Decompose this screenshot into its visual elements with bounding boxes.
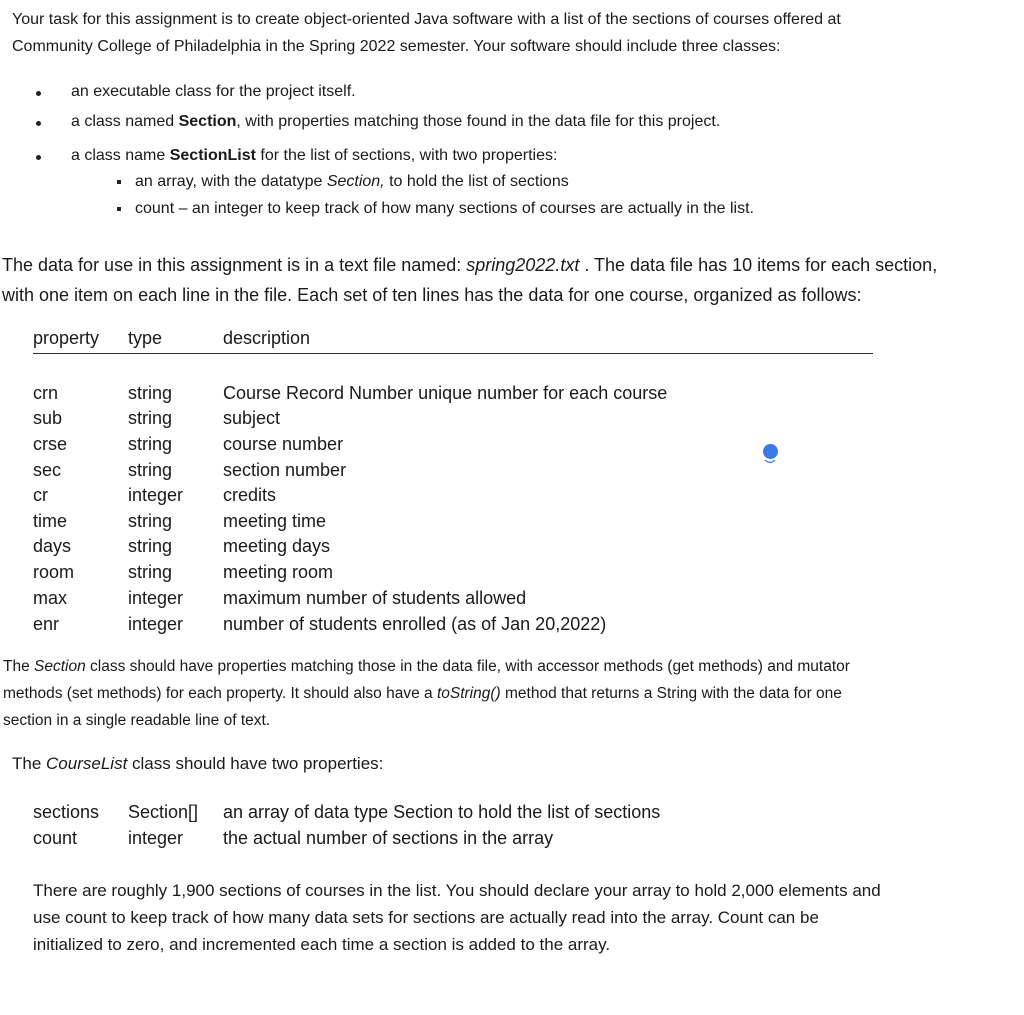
microphone-icon[interactable] (763, 444, 778, 459)
intro-line-2: Community College of Philadelphia in the Spring 2022 semester. Your software should include three classes: (12, 38, 781, 55)
final-para-line-3: initialized to zero, and incremented each time a section is added to the array. (33, 935, 611, 954)
bullet-dot (36, 155, 41, 160)
table-header-description: description (223, 328, 311, 348)
final-para-line-1: There are roughly 1,900 sections of courses in the list. You should declare your array to hold 2,000 elements and (33, 881, 881, 900)
data-para-line-1: The data for use in this assignment is in a text file named: spring2022.txt . The data file has 10 items for each section, (2, 255, 938, 275)
bullet-item-1: an executable class for the project itself. (71, 83, 356, 100)
section-para-line-3: section in a single readable line of text. (3, 712, 271, 729)
table-header-property: property (33, 328, 100, 348)
sub-bullet-square (117, 180, 121, 184)
intro-line-1: Your task for this assignment is to create object-oriented Java software with a list of the sections of courses offered at (12, 11, 841, 28)
array-size-paragraph (33, 877, 881, 958)
bullet-item-3: a class name SectionList for the list of sections, with two properties: (71, 147, 558, 164)
sub-bullet-item-2: count – an integer to keep track of how many sections of courses are actually in the list. (135, 200, 754, 217)
sub-bullet-item-1: an array, with the datatype Section, to hold the list of sections (135, 173, 569, 190)
sub-bullet-square (117, 207, 121, 211)
bullet-dot (36, 121, 41, 126)
microphone-waves-icon (764, 460, 776, 465)
final-para-line-2: use count to keep track of how many data sets for sections are actually read into the array. Count can be (33, 908, 819, 927)
section-class-paragraph (3, 653, 850, 734)
data-para-line-2: with one item on each line in the file. Each set of ten lines has the data for one course, organized as follows: (2, 285, 862, 305)
table-header-divider (33, 353, 873, 354)
section-para-line-1: The Section class should have properties matching those in the data file, with accessor methods (get methods) and mutator (3, 658, 850, 675)
data-file-paragraph (2, 250, 937, 310)
table-header-type: type (128, 328, 163, 348)
courselist-intro: The CourseList class should have two properties: (12, 754, 384, 773)
intro-paragraph (12, 6, 841, 60)
section-para-line-2: methods (set methods) for each property. It should also have a toString() method that returns a String with the data for one (3, 685, 842, 702)
bullet-item-2: a class named Section, with properties matching those found in the data file for this project. (71, 113, 721, 130)
bullet-dot (36, 91, 41, 96)
